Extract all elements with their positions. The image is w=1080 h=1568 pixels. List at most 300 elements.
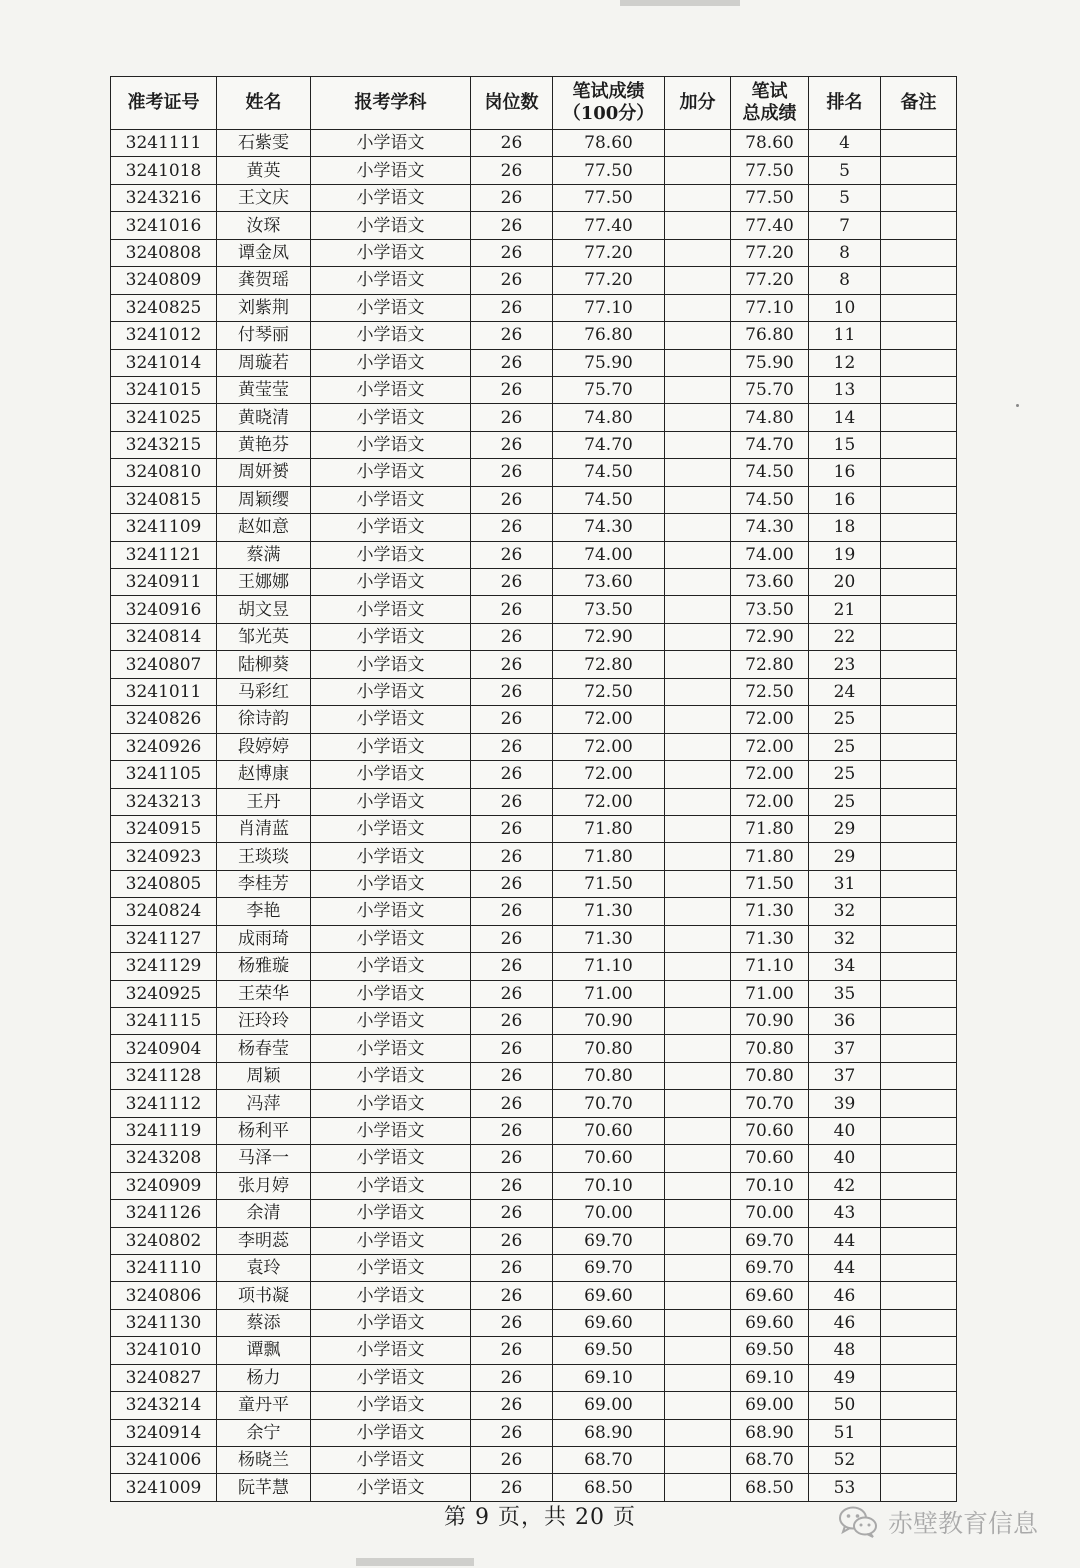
table-row — [111, 815, 957, 842]
cell-bonus — [665, 514, 731, 541]
cell-id: 3243208 — [111, 1145, 217, 1172]
cell-rank: 37 — [809, 1062, 881, 1089]
cell-name: 赵如意 — [217, 514, 311, 541]
cell-score: 70.70 — [553, 1090, 665, 1117]
cell-positions: 26 — [471, 1447, 553, 1474]
cell-rank: 8 — [809, 239, 881, 266]
cell-positions: 26 — [471, 267, 553, 294]
cell-remark — [881, 1309, 957, 1336]
cell-subject: 小学语文 — [311, 1309, 471, 1336]
cell-total: 78.60 — [731, 130, 809, 157]
header-written-score-line2: （100分） — [562, 103, 655, 124]
table-row — [111, 1145, 957, 1172]
cell-total: 75.90 — [731, 349, 809, 376]
cell-score: 68.70 — [553, 1447, 665, 1474]
cell-name: 肖清蓝 — [217, 815, 311, 842]
cell-id: 3241110 — [111, 1254, 217, 1281]
cell-name: 周颖 — [217, 1062, 311, 1089]
cell-rank: 12 — [809, 349, 881, 376]
table-row — [111, 1474, 957, 1501]
cell-bonus — [665, 678, 731, 705]
results-table — [110, 76, 957, 1502]
cell-remark — [881, 733, 957, 760]
page-mid: 页，共 — [497, 1505, 567, 1530]
table-row — [111, 953, 957, 980]
cell-id: 3241105 — [111, 761, 217, 788]
cell-subject: 小学语文 — [311, 815, 471, 842]
cell-score: 74.80 — [553, 404, 665, 431]
cell-score: 77.40 — [553, 212, 665, 239]
cell-rank: 14 — [809, 404, 881, 431]
table-row — [111, 1090, 957, 1117]
cell-rank: 11 — [809, 322, 881, 349]
cell-positions: 26 — [471, 788, 553, 815]
cell-name: 黄英 — [217, 157, 311, 184]
cell-bonus — [665, 953, 731, 980]
cell-positions: 26 — [471, 157, 553, 184]
table-row — [111, 486, 957, 513]
cell-rank: 50 — [809, 1392, 881, 1419]
cell-name: 汝琛 — [217, 212, 311, 239]
cell-id: 3241010 — [111, 1337, 217, 1364]
cell-bonus — [665, 1172, 731, 1199]
cell-positions: 26 — [471, 1254, 553, 1281]
cell-subject: 小学语文 — [311, 761, 471, 788]
table-row — [111, 1337, 957, 1364]
cell-total: 69.00 — [731, 1392, 809, 1419]
cell-score: 72.50 — [553, 678, 665, 705]
cell-positions: 26 — [471, 1008, 553, 1035]
cell-rank: 32 — [809, 898, 881, 925]
cell-total: 73.50 — [731, 596, 809, 623]
cell-name: 童丹平 — [217, 1392, 311, 1419]
cell-bonus — [665, 1364, 731, 1391]
table-row — [111, 1227, 957, 1254]
cell-positions: 26 — [471, 1392, 553, 1419]
cell-id: 3241018 — [111, 157, 217, 184]
cell-subject: 小学语文 — [311, 569, 471, 596]
cell-id: 3240824 — [111, 898, 217, 925]
cell-id: 3241112 — [111, 1090, 217, 1117]
cell-positions: 26 — [471, 294, 553, 321]
cell-total: 77.10 — [731, 294, 809, 321]
table-row — [111, 541, 957, 568]
table-row — [111, 1117, 957, 1144]
cell-remark — [881, 1227, 957, 1254]
cell-bonus — [665, 1447, 731, 1474]
cell-subject: 小学语文 — [311, 953, 471, 980]
cell-bonus — [665, 651, 731, 678]
cell-remark — [881, 1172, 957, 1199]
cell-bonus — [665, 898, 731, 925]
cell-subject: 小学语文 — [311, 130, 471, 157]
watermark-text: 赤壁教育信息 — [888, 1509, 1039, 1538]
table-row — [111, 925, 957, 952]
cell-subject: 小学语文 — [311, 623, 471, 650]
header-name: 姓名 — [217, 77, 311, 130]
cell-remark — [881, 239, 957, 266]
cell-subject: 小学语文 — [311, 404, 471, 431]
cell-bonus — [665, 294, 731, 321]
table-row — [111, 212, 957, 239]
cell-positions: 26 — [471, 1474, 553, 1501]
cell-positions: 26 — [471, 349, 553, 376]
cell-total: 71.30 — [731, 898, 809, 925]
cell-positions: 26 — [471, 569, 553, 596]
cell-id: 3243213 — [111, 788, 217, 815]
cell-score: 70.80 — [553, 1035, 665, 1062]
cell-total: 76.80 — [731, 322, 809, 349]
table-row — [111, 1419, 957, 1446]
cell-bonus — [665, 1337, 731, 1364]
cell-score: 75.90 — [553, 349, 665, 376]
cell-id: 3241011 — [111, 678, 217, 705]
cell-name: 周璇若 — [217, 349, 311, 376]
table-row — [111, 157, 957, 184]
cell-subject: 小学语文 — [311, 596, 471, 623]
table-row — [111, 1254, 957, 1281]
cell-id: 3240909 — [111, 1172, 217, 1199]
cell-name: 杨晓兰 — [217, 1447, 311, 1474]
header-written-score — [553, 77, 665, 130]
cell-name: 杨春莹 — [217, 1035, 311, 1062]
cell-subject: 小学语文 — [311, 788, 471, 815]
cell-positions: 26 — [471, 130, 553, 157]
cell-total: 75.70 — [731, 376, 809, 403]
cell-remark — [881, 843, 957, 870]
cell-bonus — [665, 1090, 731, 1117]
cell-id: 3243216 — [111, 184, 217, 211]
cell-subject: 小学语文 — [311, 459, 471, 486]
cell-id: 3240926 — [111, 733, 217, 760]
cell-score: 75.70 — [553, 376, 665, 403]
cell-subject: 小学语文 — [311, 1392, 471, 1419]
cell-rank: 37 — [809, 1035, 881, 1062]
cell-subject: 小学语文 — [311, 733, 471, 760]
cell-rank: 31 — [809, 870, 881, 897]
cell-rank: 22 — [809, 623, 881, 650]
cell-score: 69.70 — [553, 1254, 665, 1281]
cell-id: 3243215 — [111, 431, 217, 458]
cell-total: 69.10 — [731, 1364, 809, 1391]
cell-bonus — [665, 1392, 731, 1419]
cell-bonus — [665, 569, 731, 596]
cell-total: 77.20 — [731, 267, 809, 294]
cell-remark — [881, 486, 957, 513]
cell-name: 杨力 — [217, 1364, 311, 1391]
cell-bonus — [665, 267, 731, 294]
cell-subject: 小学语文 — [311, 1364, 471, 1391]
cell-score: 70.60 — [553, 1117, 665, 1144]
cell-remark — [881, 706, 957, 733]
table-row — [111, 1035, 957, 1062]
cell-id: 3240911 — [111, 569, 217, 596]
table-row — [111, 404, 957, 431]
cell-id: 3240806 — [111, 1282, 217, 1309]
cell-positions: 26 — [471, 761, 553, 788]
cell-score: 78.60 — [553, 130, 665, 157]
cell-name: 龚贺瑶 — [217, 267, 311, 294]
cell-total: 70.00 — [731, 1200, 809, 1227]
cell-remark — [881, 1145, 957, 1172]
cell-score: 71.00 — [553, 980, 665, 1007]
cell-bonus — [665, 541, 731, 568]
cell-id: 3241126 — [111, 1200, 217, 1227]
cell-rank: 13 — [809, 376, 881, 403]
cell-rank: 5 — [809, 157, 881, 184]
cell-subject: 小学语文 — [311, 1254, 471, 1281]
cell-rank: 25 — [809, 788, 881, 815]
cell-rank: 42 — [809, 1172, 881, 1199]
cell-name: 余清 — [217, 1200, 311, 1227]
cell-bonus — [665, 130, 731, 157]
cell-total: 69.50 — [731, 1337, 809, 1364]
cell-positions: 26 — [471, 1172, 553, 1199]
header-rank: 排名 — [809, 77, 881, 130]
cell-rank: 53 — [809, 1474, 881, 1501]
cell-positions: 26 — [471, 322, 553, 349]
cell-name: 袁玲 — [217, 1254, 311, 1281]
cell-total: 70.60 — [731, 1117, 809, 1144]
cell-remark — [881, 1062, 957, 1089]
scan-edge-top — [620, 0, 740, 6]
cell-subject: 小学语文 — [311, 1172, 471, 1199]
cell-rank: 44 — [809, 1254, 881, 1281]
table-row — [111, 431, 957, 458]
cell-bonus — [665, 184, 731, 211]
cell-bonus — [665, 843, 731, 870]
cell-remark — [881, 1254, 957, 1281]
cell-total: 73.60 — [731, 569, 809, 596]
cell-name: 项书凝 — [217, 1282, 311, 1309]
cell-name: 黄晓清 — [217, 404, 311, 431]
cell-bonus — [665, 870, 731, 897]
cell-remark — [881, 1447, 957, 1474]
scan-speck — [1016, 404, 1019, 407]
cell-score: 69.70 — [553, 1227, 665, 1254]
cell-name: 黄莹莹 — [217, 376, 311, 403]
table-row — [111, 376, 957, 403]
cell-score: 77.50 — [553, 184, 665, 211]
table-row — [111, 1172, 957, 1199]
cell-rank: 23 — [809, 651, 881, 678]
cell-positions: 26 — [471, 733, 553, 760]
cell-id: 3241006 — [111, 1447, 217, 1474]
cell-total: 70.10 — [731, 1172, 809, 1199]
cell-id: 3241014 — [111, 349, 217, 376]
cell-score: 74.50 — [553, 486, 665, 513]
cell-positions: 26 — [471, 1062, 553, 1089]
cell-positions: 26 — [471, 678, 553, 705]
cell-subject: 小学语文 — [311, 212, 471, 239]
cell-id: 3240809 — [111, 267, 217, 294]
cell-total: 74.50 — [731, 459, 809, 486]
cell-total: 77.50 — [731, 157, 809, 184]
cell-remark — [881, 1117, 957, 1144]
table-row — [111, 651, 957, 678]
table-row — [111, 1309, 957, 1336]
cell-score: 69.10 — [553, 1364, 665, 1391]
cell-name: 石紫雯 — [217, 130, 311, 157]
page-number: 9 — [474, 1505, 490, 1530]
cell-bonus — [665, 486, 731, 513]
cell-subject: 小学语文 — [311, 1035, 471, 1062]
cell-remark — [881, 459, 957, 486]
cell-subject: 小学语文 — [311, 239, 471, 266]
table-row — [111, 184, 957, 211]
cell-bonus — [665, 431, 731, 458]
cell-name: 陆柳葵 — [217, 651, 311, 678]
cell-positions: 26 — [471, 898, 553, 925]
cell-rank: 10 — [809, 294, 881, 321]
cell-total: 77.20 — [731, 239, 809, 266]
cell-id: 3240826 — [111, 706, 217, 733]
cell-id: 3241016 — [111, 212, 217, 239]
cell-score: 76.80 — [553, 322, 665, 349]
table-row — [111, 267, 957, 294]
cell-remark — [881, 541, 957, 568]
table-row — [111, 843, 957, 870]
cell-score: 74.30 — [553, 514, 665, 541]
cell-subject: 小学语文 — [311, 1008, 471, 1035]
table-row — [111, 623, 957, 650]
cell-name: 王文庆 — [217, 184, 311, 211]
cell-rank: 39 — [809, 1090, 881, 1117]
cell-remark — [881, 404, 957, 431]
cell-remark — [881, 761, 957, 788]
cell-rank: 36 — [809, 1008, 881, 1035]
cell-name: 谭飘 — [217, 1337, 311, 1364]
cell-total: 71.80 — [731, 815, 809, 842]
cell-name: 段婷婷 — [217, 733, 311, 760]
cell-score: 71.10 — [553, 953, 665, 980]
cell-total: 69.60 — [731, 1309, 809, 1336]
cell-bonus — [665, 322, 731, 349]
cell-name: 汪玲玲 — [217, 1008, 311, 1035]
table-row — [111, 678, 957, 705]
cell-total: 74.30 — [731, 514, 809, 541]
cell-score: 69.00 — [553, 1392, 665, 1419]
cell-score: 77.50 — [553, 157, 665, 184]
cell-positions: 26 — [471, 1337, 553, 1364]
cell-positions: 26 — [471, 184, 553, 211]
cell-positions: 26 — [471, 651, 553, 678]
cell-name: 王琰琰 — [217, 843, 311, 870]
cell-score: 71.30 — [553, 898, 665, 925]
cell-id: 3240923 — [111, 843, 217, 870]
cell-positions: 26 — [471, 843, 553, 870]
cell-positions: 26 — [471, 1227, 553, 1254]
cell-rank: 19 — [809, 541, 881, 568]
cell-rank: 40 — [809, 1117, 881, 1144]
cell-rank: 29 — [809, 843, 881, 870]
cell-rank: 44 — [809, 1227, 881, 1254]
cell-remark — [881, 1419, 957, 1446]
cell-name: 李桂芳 — [217, 870, 311, 897]
cell-subject: 小学语文 — [311, 267, 471, 294]
cell-total: 74.00 — [731, 541, 809, 568]
table-row — [111, 788, 957, 815]
cell-bonus — [665, 239, 731, 266]
cell-positions: 26 — [471, 1090, 553, 1117]
cell-name: 蔡添 — [217, 1309, 311, 1336]
cell-score: 77.20 — [553, 239, 665, 266]
cell-rank: 25 — [809, 761, 881, 788]
cell-id: 3241128 — [111, 1062, 217, 1089]
cell-bonus — [665, 980, 731, 1007]
cell-subject: 小学语文 — [311, 1145, 471, 1172]
cell-total: 71.30 — [731, 925, 809, 952]
cell-name: 周颖缨 — [217, 486, 311, 513]
cell-subject: 小学语文 — [311, 678, 471, 705]
cell-remark — [881, 980, 957, 1007]
cell-score: 70.80 — [553, 1062, 665, 1089]
cell-positions: 26 — [471, 815, 553, 842]
cell-total: 69.70 — [731, 1227, 809, 1254]
cell-positions: 26 — [471, 1200, 553, 1227]
header-written-score-line1: 笔试成绩 — [572, 81, 645, 102]
cell-bonus — [665, 1282, 731, 1309]
cell-rank: 24 — [809, 678, 881, 705]
cell-score: 69.50 — [553, 1337, 665, 1364]
cell-name: 王荣华 — [217, 980, 311, 1007]
cell-bonus — [665, 1035, 731, 1062]
cell-subject: 小学语文 — [311, 294, 471, 321]
cell-name: 黄艳芬 — [217, 431, 311, 458]
cell-remark — [881, 569, 957, 596]
cell-subject: 小学语文 — [311, 541, 471, 568]
table-row — [111, 1447, 957, 1474]
cell-positions: 26 — [471, 431, 553, 458]
cell-id: 3241130 — [111, 1309, 217, 1336]
page-prefix: 第 — [443, 1505, 467, 1530]
cell-remark — [881, 267, 957, 294]
table-row — [111, 1200, 957, 1227]
cell-positions: 26 — [471, 514, 553, 541]
cell-positions: 26 — [471, 980, 553, 1007]
cell-id: 3240802 — [111, 1227, 217, 1254]
cell-id: 3240914 — [111, 1419, 217, 1446]
header-id: 准考证号 — [111, 77, 217, 130]
cell-bonus — [665, 1309, 731, 1336]
cell-remark — [881, 130, 957, 157]
cell-name: 邹光英 — [217, 623, 311, 650]
cell-score: 70.00 — [553, 1200, 665, 1227]
cell-remark — [881, 294, 957, 321]
cell-bonus — [665, 815, 731, 842]
cell-remark — [881, 898, 957, 925]
cell-remark — [881, 212, 957, 239]
cell-remark — [881, 870, 957, 897]
cell-score: 71.30 — [553, 925, 665, 952]
cell-total: 70.80 — [731, 1035, 809, 1062]
cell-positions: 26 — [471, 1117, 553, 1144]
cell-id: 3241015 — [111, 376, 217, 403]
cell-positions: 26 — [471, 486, 553, 513]
cell-positions: 26 — [471, 623, 553, 650]
cell-remark — [881, 376, 957, 403]
cell-total: 71.50 — [731, 870, 809, 897]
cell-remark — [881, 1090, 957, 1117]
header-total-score-line1: 笔试 — [751, 81, 788, 102]
cell-remark — [881, 1035, 957, 1062]
header-row — [111, 77, 957, 130]
cell-total: 70.80 — [731, 1062, 809, 1089]
cell-subject: 小学语文 — [311, 870, 471, 897]
cell-subject: 小学语文 — [311, 843, 471, 870]
cell-score: 71.80 — [553, 843, 665, 870]
cell-bonus — [665, 623, 731, 650]
